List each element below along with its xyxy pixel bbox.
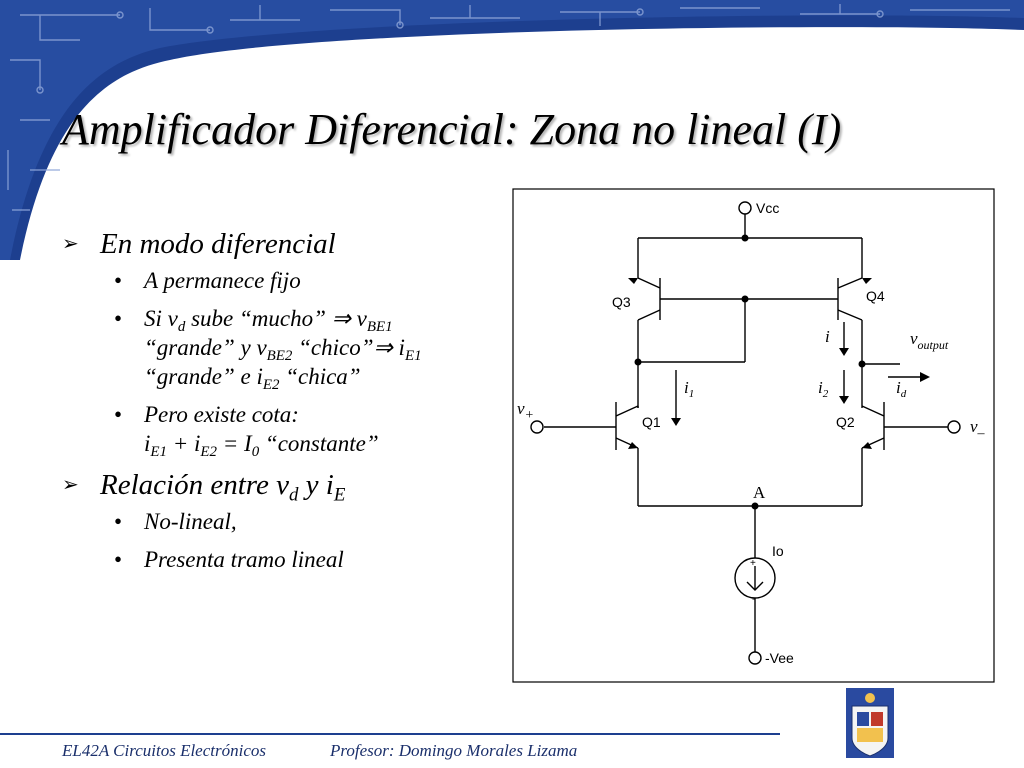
vplus-label: $v_+$	[517, 399, 534, 423]
circuit-diagram	[512, 188, 995, 683]
sub-bullet-line: “grande” e $i_{E2}$ “chica”	[144, 364, 361, 394]
sub-bullet-text: No-lineal,	[144, 509, 237, 534]
bullet-relacion	[62, 467, 502, 506]
arrowhead-bullet-icon: ➢	[62, 233, 79, 255]
current-i2-label: $i_2$	[818, 378, 829, 400]
sub-bullet-line: $i_{E1} + i_{E2} = I_0$ “constante”	[144, 431, 379, 461]
plus-sign-label: +	[750, 558, 756, 569]
vcc-label: Vcc	[756, 200, 780, 216]
dot-bullet-icon: •	[114, 268, 123, 293]
footer-course: EL42A Circuitos Electrónicos	[62, 741, 266, 760]
minus-sign-label: -	[752, 594, 756, 605]
io-label: Io	[772, 543, 784, 559]
sub-bullet-line: Si $v_d$ sube “mucho” ⇒ $v_{BE1}$	[144, 306, 393, 336]
q4-label: Q4	[866, 288, 885, 304]
current-i-label: i	[825, 327, 830, 346]
slide-title: Amplificador Diferencial: Zona no lineal (I)	[62, 105, 842, 154]
sub-bullet	[62, 507, 502, 536]
q1-label: Q1	[642, 414, 661, 430]
bullet-text: En modo diferencial	[100, 228, 336, 260]
arrowhead-bullet-icon: ➢	[62, 474, 79, 496]
university-crest-icon	[846, 688, 894, 758]
dot-bullet-icon: •	[114, 402, 123, 427]
q3-label: Q3	[612, 294, 631, 310]
current-i1-label: $i_1$	[684, 378, 695, 400]
sub-bullet	[62, 545, 502, 574]
dot-bullet-icon: •	[114, 306, 123, 331]
dot-bullet-icon: •	[114, 547, 123, 572]
node-a-label: A	[753, 483, 766, 502]
sub-bullet-line: “grande” y $v_{BE2}$ “chico”⇒ $i_{E1}$	[144, 335, 422, 365]
bullet-list	[62, 226, 502, 583]
voutput-label: $v_{output}$	[910, 329, 949, 352]
bullet-text: Relación entre $v_d$ y $i_E$	[100, 469, 346, 506]
dot-bullet-icon: •	[114, 509, 123, 534]
sub-bullet	[62, 304, 502, 394]
bullet-diferencial	[62, 226, 502, 262]
vee-label: -Vee	[765, 650, 794, 666]
q2-label: Q2	[836, 414, 855, 430]
sub-bullet-text: Presenta tramo lineal	[144, 547, 344, 572]
sub-bullet	[62, 266, 502, 295]
sub-bullet-text: A permanece fijo	[144, 268, 301, 293]
sub-bullet	[62, 400, 502, 461]
footer-professor: Profesor: Domingo Morales Lizama	[330, 741, 578, 760]
vminus-label: $v_-$	[970, 417, 985, 441]
sub-bullet-line: Pero existe cota:	[144, 402, 299, 427]
footer-divider	[0, 733, 780, 735]
current-id-label: $i_d$	[896, 378, 907, 400]
